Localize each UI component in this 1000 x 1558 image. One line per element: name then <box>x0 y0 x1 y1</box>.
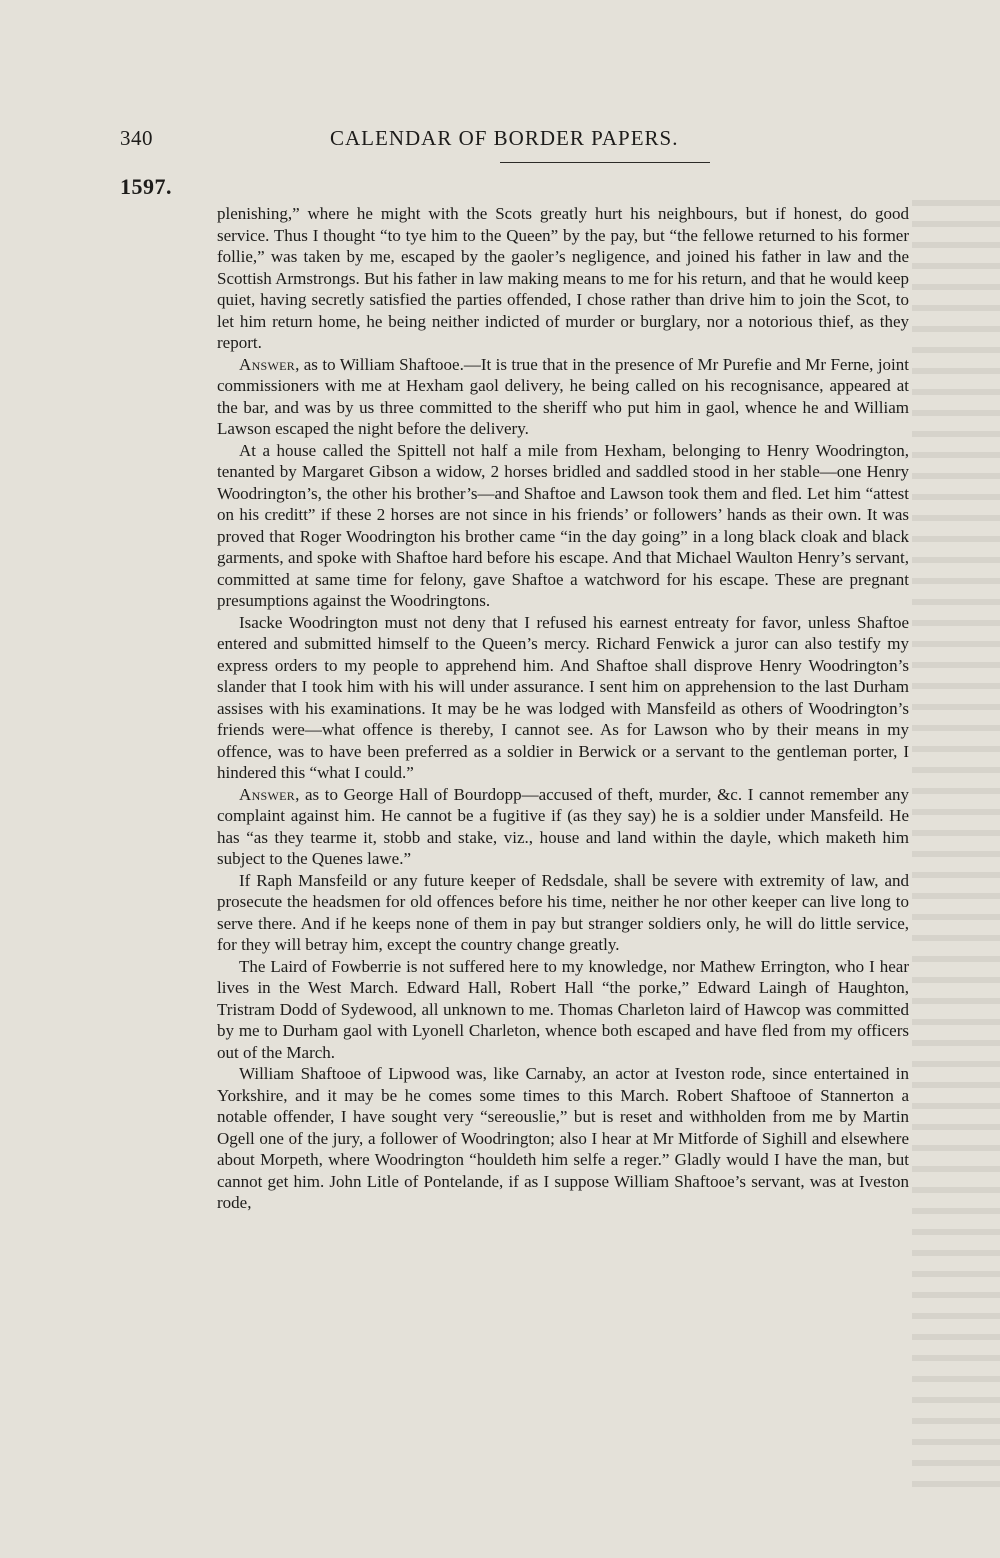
running-title: CALENDAR OF BORDER PAPERS. <box>330 126 679 150</box>
page-header <box>0 126 1000 166</box>
paragraph-7: The Laird of Fowberrie is not suffered here to my knowledge, nor Mathew Errington, who I hear lives in the West March. Edward Hall, Robert Hall “the porke,” Edward Laingh of Haughton, Tristram Dodd of Sydewood, all unknown to me. Thomas Charleton laird of Hawcop was committed by me to Durham gaol with Lyonell Charleton, whence both escaped and have fled from my officers out of the March. <box>217 956 909 1062</box>
year-heading: 1597. <box>120 174 172 199</box>
paragraph-4: Isacke Woodrington must not deny that I refused his earnest entreaty for favor, unless Shaftoe entered and submitted himself to the Queen’s mercy. Richard Fenwick a juror can also testify my express orders to my people to apprehend him. And Shaftoe shall disprove Henry Woodrington’s slander that I took him with his will under assurance. I sent him on apprehension to the last Durham assises with his examinations. It may be he was lodged with Mansfeild as others of Woodrington’s friends were—what offence is thereby, I cannot see. As for Lawson who by their means in my offence, was to have been preferred as a soldier in Berwick or a servant to the gentleman porter, I hindered this “what I could.” <box>217 612 909 782</box>
paragraph-3: At a house called the Spittell not half a mile from Hexham, belonging to Henry Woodrington, tenanted by Margaret Gibson a widow, 2 horses bridled and saddled stood in her stable—one Henry Woodrington’s, the other his brother’s—and Shaftoe and Lawson took them and fled. Let him “attest on his creditt” if these 2 horses are not since in his friends’ or followers’ hands as their own. It was proved that Roger Woodrington his brother came “in the day going” in a long black cloak and black garments, and spoke with Shaftoe hard before his escape. And that Michael Waulton Henry’s servant, committed at same time for felony, gave Shaftoe a watchword for his escape. These are pregnant presumptions against the Woodringtons. <box>217 440 909 610</box>
paragraph-6: If Raph Mansfeild or any future keeper of Redsdale, shall be severe with extremity of law, and prosecute the headsmen for old offences before his time, neither he nor other keeper can live long to serve there. And if he keeps none of them in pay but stranger soldiers only, he will do little service, for they will betray him, except the country change greatly. <box>217 870 909 954</box>
answer-lead: Answer <box>239 784 296 804</box>
paragraph-2: Answer, as to William Shaftooe.—It is true that in the presence of Mr Purefie and Mr Ferne, joint commissioners with me at Hexham gaol delivery, he being called on his recognisance, appeared at the bar, and was by us three committed to the sheriff who put him in gaol, whence he and William Lawson escaped the night before the delivery. <box>217 354 909 438</box>
paragraph-1: plenishing,” where he might with the Scots greatly hurt his neighbours, but if honest, do good service. Thus I thought “to tye him to the Queen” by the pay, but “the fellowe returned to his former follie,” was taken by me, escaped by the gaoler’s negligence, and joined his father in law and the Scottish Armstrongs. But his father in law making means to me for his return, and that he would keep quiet, having secretly satisfied the parties offended, I chose rather than drive him to join the Scot, to let him return home, he being neither indicted of murder or burglary, nor a notorious thief, as they report. <box>217 204 909 352</box>
header-rule <box>500 162 710 163</box>
page-number: 340 <box>120 126 153 150</box>
answer-lead: Answer <box>239 354 296 374</box>
show-through-text <box>912 200 1000 1500</box>
paragraph-5: Answer, as to George Hall of Bourdopp—accused of theft, murder, &c. I cannot remember any complaint against him. He cannot be a fugitive if (as they say) he is a soldier under Mansfeild. He has “as they tearme it, stobb and stake, viz., house and land within the dayle, which maketh him subject to the Quenes lawe.” <box>217 784 909 868</box>
body-text <box>217 203 909 1214</box>
paragraph-8: William Shaftooe of Lipwood was, like Carnaby, an actor at Iveston rode, since entertained in Yorkshire, and it may be he comes some times to this March. Robert Shaftooe of Stannerton a notable offender, I have sought very “sereouslie,” but is reset and withholden from me by Martin Ogell one of the jury, a follower of Woodrington; also I hear at Mr Mitforde of Sighill and elsewhere about Morpeth, where Woodrington “houldeth him selfe a reger.” Gladly would I have the man, but cannot get him. John Litle of Pontelande, if as I suppose William Shaftooe’s servant, was at Iveston rode, <box>217 1064 909 1212</box>
